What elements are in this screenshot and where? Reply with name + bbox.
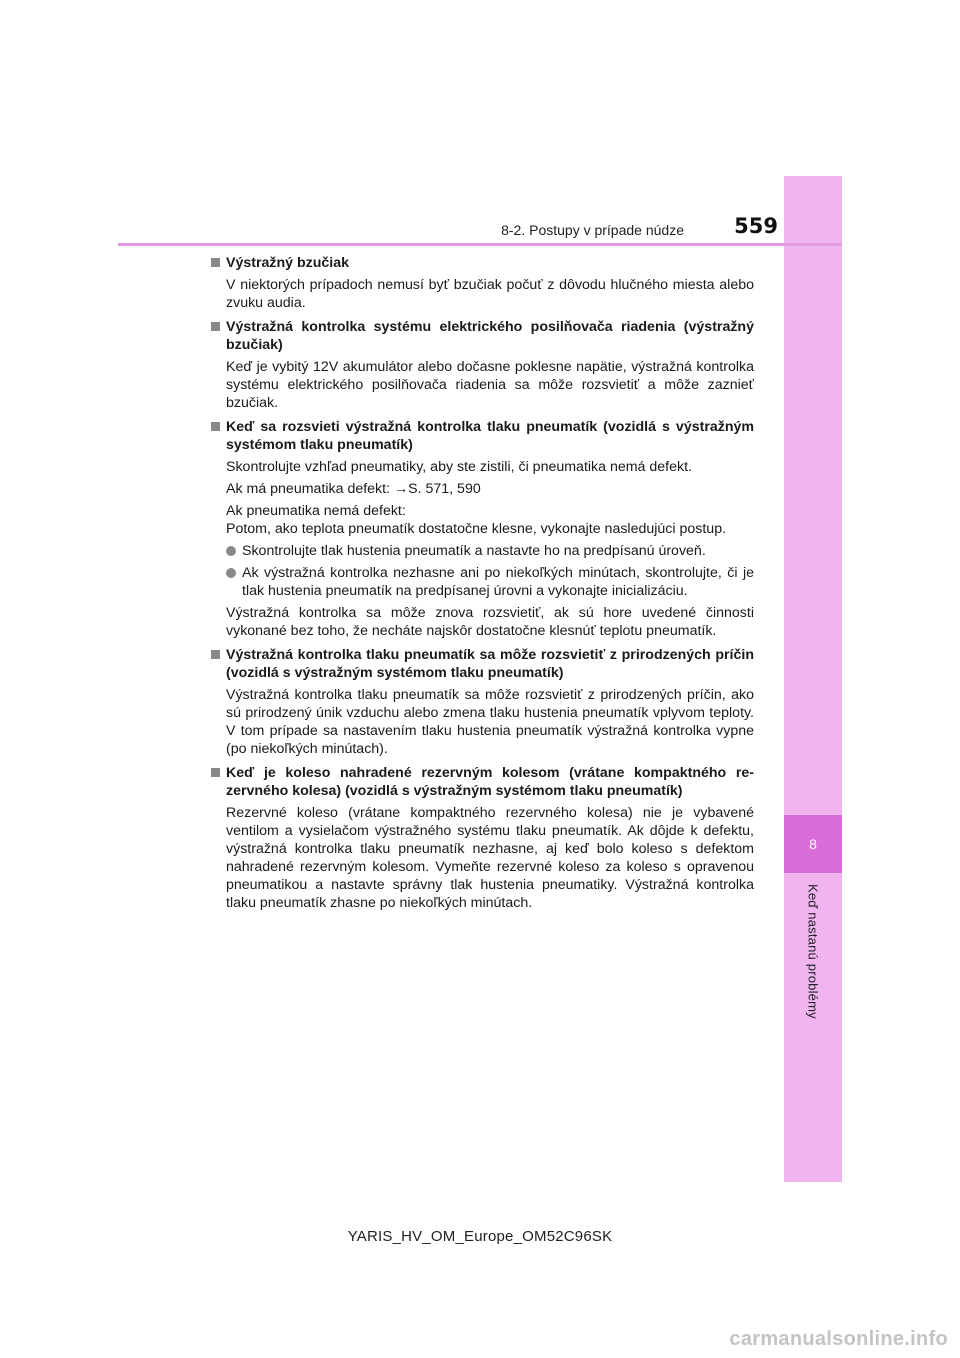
square-bullet-icon [211, 768, 220, 777]
document-footer: YARIS_HV_OM_Europe_OM52C96SK [347, 1228, 613, 1245]
list-item: Skontrolujte tlak hustenia pneumatík a nastavte ho na predpísanú úroveň. [210, 542, 754, 560]
watermark: carmanualsonline.info [729, 1328, 948, 1350]
page-number: 559 [734, 214, 778, 238]
page-content [210, 254, 754, 918]
round-bullet-icon [226, 568, 236, 578]
section-tire-pressure-light [210, 418, 754, 640]
section-warning-buzzer [210, 254, 754, 312]
square-bullet-icon [211, 422, 220, 431]
square-bullet-icon [211, 258, 220, 267]
list-item: Ak výstražná kontrolka nezhasne ani po niekoľkých minútach, skontrolujte, či je tlak hustenia pneumatík na predpísanej úrovni a vykonajte inicializáciu. [210, 564, 754, 600]
paragraph: Výstražná kontrolka tlaku pneumatík sa môže rozsvietiť z prirodzených príčin, ako sú prirodzený únik vzduchu alebo zmena tlaku hustenia pneumatík vplyvom teploty. V tom prípade sa nastavením tlaku hustenia pneumatík výstražná kontrolka vypne (po niekoľkých minútach). [226, 687, 754, 757]
section-title: 8-2. Postupy v prípade núdze [501, 222, 684, 238]
section-heading: Keď je koleso nahradené rezervným kolesom (vrátane kompaktného rezervného kolesa) (vozidlá s výstražným systémom tlaku pneumatík) [210, 764, 754, 800]
section-spare-wheel [210, 764, 754, 912]
square-bullet-icon [211, 322, 220, 331]
section-heading: Keď sa rozsvieti výstražná kontrolka tlaku pneumatík (vozidlá s výstražným systémom tlaku pneumatík) [210, 418, 754, 454]
paragraph: Rezervné koleso (vrátane kompaktného rezervného kolesa) nie je vybavené ventilom a vysielačom výstražného systému tlaku pneumatík. Ak dôjde k defektu, výstražná kontrolka tlaku pneumatík nezhasne, aj keď bolo koleso s defektom nahradené rezervným kolesom. Vymeňte rezervné koleso za koleso s opravenou pneumatikou a nastavte správny tlak hustenia pneumatiky. Výstražná kontrolka tlaku pneumatík zhasne po niekoľkých minútach. [226, 805, 754, 911]
section-natural-causes [210, 646, 754, 758]
round-bullet-icon [226, 546, 236, 556]
square-bullet-icon [211, 650, 220, 659]
paragraph: Skontrolujte vzhľad pneumatiky, aby ste zistili, či pneumatika nemá defekt. [226, 459, 692, 475]
paragraph: Výstražná kontrolka sa môže znova rozsvietiť, ak sú hore uvedené činnosti vykonané bez toho, že necháte najskôr dostatočne klesnúť teplotu pneumatík. [226, 605, 754, 639]
section-eps-warning [210, 318, 754, 412]
paragraph: V niektorých prípadoch nemusí byť bzučiak počuť z dôvodu hlučného miesta alebo zvuku audia. [226, 277, 754, 311]
section-heading: Výstražná kontrolka tlaku pneumatík sa môže rozsvietiť z prirodzených príčin (vozidlá s výstražným systémom tlaku pneumatík) [210, 646, 754, 682]
paragraph-page-reference: Ak má pneumatika defekt: →S. 571, 590 [226, 481, 481, 497]
section-heading: Výstražná kontrolka systému elektrického posilňovača riadenia (výstražný bzučiak) [210, 318, 754, 354]
section-heading: Výstražný bzučiak [210, 254, 754, 272]
paragraph: Ak pneumatika nemá defekt: Potom, ako teplota pneumatík dostatočne klesne, vykonajte nasledujúci postup. [226, 503, 727, 537]
header-divider [118, 243, 842, 246]
chapter-number: 8 [784, 815, 842, 873]
chapter-title: Keď nastanú problémy [805, 884, 821, 1019]
paragraph: Keď je vybitý 12V akumulátor alebo dočasne poklesne napätie, výstražná kontrolka systému elektrického posilňovača riadenia sa môže rozsvietiť a môže zaznieť bzučiak. [226, 359, 754, 411]
